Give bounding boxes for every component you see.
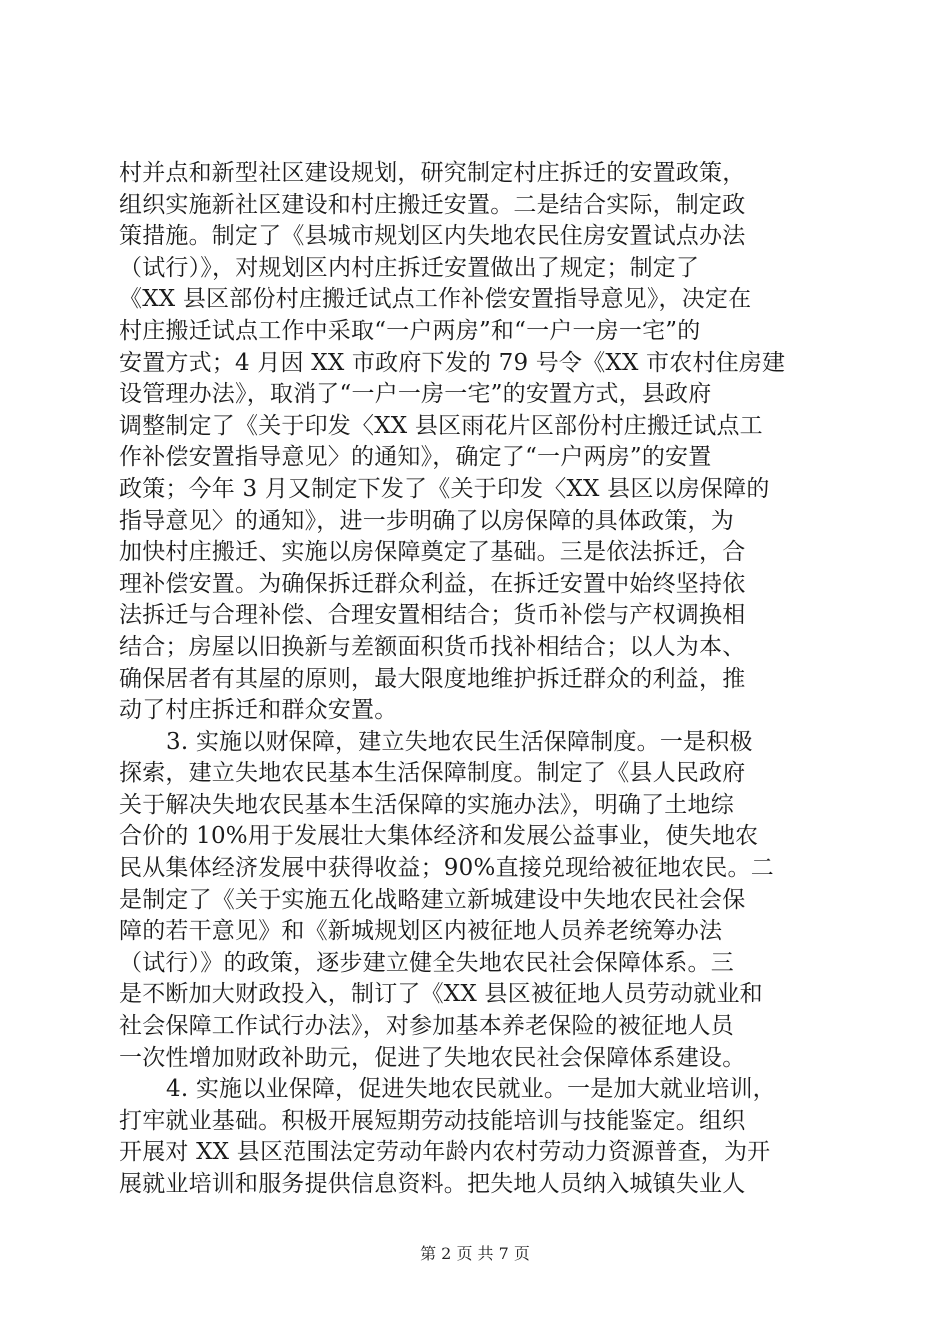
text-line: 确保居者有其屋的原则，最大限度地维护拆迁群众的利益，推 (119, 665, 746, 692)
text-line: 一次性增加财政补助元，促进了失地农民社会保障体系建设。 (119, 1044, 746, 1071)
text-line: 村并点和新型社区建设规划，研究制定村庄拆迁的安置政策， (119, 160, 746, 186)
text-line: 村庄搬迁试点工作中采取“一户两房”和“一户一房一宅”的 (119, 317, 701, 344)
text-line: 加快村庄搬迁、实施以房保障奠定了基础。三是依法拆迁，合 (119, 539, 746, 566)
text-line: 3. 实施以财保障，建立失地农民生活保障制度。一是积极 (166, 728, 753, 755)
text-line: 合价的 10%用于发展壮大集体经济和发展公益事业，使失地农 (119, 823, 759, 850)
text-line: 指导意见〉的通知》，进一步明确了以房保障的具体政策，为 (119, 507, 734, 534)
text-line: 展就业培训和服务提供信息资料。把失地人员纳入城镇失业人 (119, 1171, 746, 1197)
text-line: 社会保障工作试行办法》，对参加基本养老保险的被征地人员 (119, 1013, 734, 1040)
text-line: 作补偿安置指导意见〉的通知》，确定了“一户两房”的安置 (119, 444, 712, 471)
text-line: 民从集体经济发展中获得收益；90%直接兑现给被征地农民。二 (119, 855, 774, 882)
text-line: 安置方式；4 月因 XX 市政府下发的 79 号令《XX 市农村住房建 (119, 349, 786, 376)
page-footer: 第 2 页 共 7 页 (420, 1244, 530, 1263)
text-line: 政策；今年 3 月又制定下发了《关于印发〈XX 县区以房保障的 (119, 475, 770, 502)
text-line: 开展对 XX 县区范围法定劳动年龄内农村劳动力资源普查，为开 (119, 1139, 771, 1166)
text-line: 4. 实施以业保障，促进失地农民就业。一是加大就业培训， (166, 1076, 776, 1103)
text-line: 打牢就业基础。积极开展短期劳动技能培训与技能鉴定。组织 (119, 1107, 746, 1134)
text-line: 是制定了《关于实施五化战略建立新城建设中失地农民社会保 (119, 886, 746, 913)
text-line: （试行）》，对规划区内村庄拆迁安置做出了规定；制定了 (119, 254, 700, 281)
text-line: 《XX 县区部份村庄搬迁试点工作补偿安置指导意见》，决定在 (119, 286, 752, 313)
text-line: 法拆迁与合理补偿、合理安置相结合；货币补偿与产权调换相 (119, 602, 746, 629)
text-line: 探索，建立失地农民基本生活保障制度。制定了《县人民政府 (119, 760, 746, 787)
text-line: 结合；房屋以旧换新与差额面积货币找补相结合；以人为本、 (119, 633, 746, 660)
document-body (119, 158, 831, 1201)
text-line: 障的若干意见》和《新城规划区内被征地人员养老统筹办法 (119, 918, 723, 945)
text-line: 调整制定了《关于印发〈XX 县区雨花片区部份村庄搬迁试点工 (119, 412, 763, 439)
text-line: （试行）》的政策，逐步建立健全失地农民社会保障体系。三 (119, 949, 734, 976)
text-line: 设管理办法》，取消了“一户一房一宅”的安置方式，县政府 (119, 381, 712, 408)
text-line: 组织实施新社区建设和村庄搬迁安置。二是结合实际，制定政 (119, 191, 746, 218)
text-line: 是不断加大财政投入，制订了《XX 县区被征地人员劳动就业和 (119, 981, 763, 1008)
text-line: 关于解决失地农民基本生活保障的实施办法》，明确了土地综 (119, 791, 734, 818)
text-line: 策措施。制定了《县城市规划区内失地农民住房安置试点办法 (119, 223, 746, 250)
text-line: 动了村庄拆迁和群众安置。 (119, 697, 398, 724)
text-line: 理补偿安置。为确保拆迁群众利益，在拆迁安置中始终坚持依 (119, 570, 746, 597)
